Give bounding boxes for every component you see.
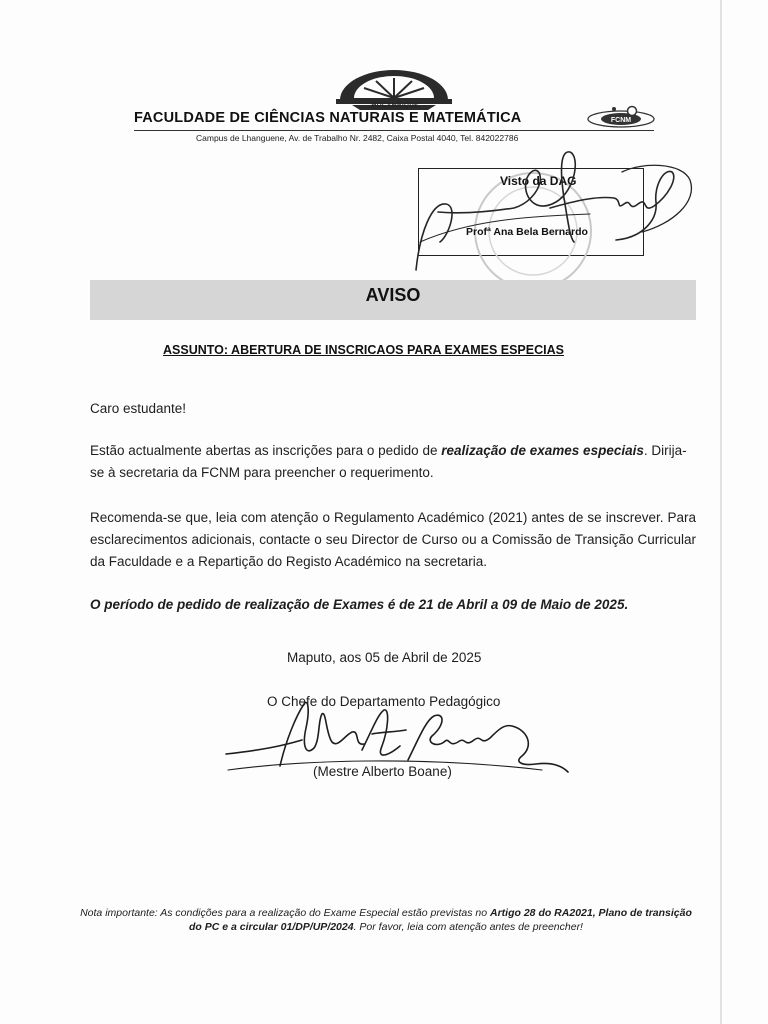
signatory-role: O Chefe do Departamento Pedagógico [267, 694, 501, 709]
paragraph-text: . Dirija-se à secretaria da FCNM para preencher o requerimento. [90, 443, 687, 480]
emphasis-special-exams: realização de exames especiais [441, 443, 644, 458]
faculty-name: FACULDADE DE CIÊNCIAS NATURAIS E MATEMÁTICA [134, 110, 522, 126]
paragraph-period: O período de pedido de realização de Exames é de 21 de Abril a 09 de Maio de 2025. [90, 597, 629, 612]
approval-title: Visto da DAG [500, 174, 577, 188]
signatory-name: (Mestre Alberto Boane) [313, 764, 452, 779]
note-text: Nota importante: As condições para a realização do Exame Especial estão previstas no [80, 907, 491, 919]
approval-signature [410, 142, 700, 280]
note-text: . Por favor, leia com atenção antes de preencher! [353, 921, 583, 933]
approval-name: Profª Ana Bela Bernardo [466, 226, 588, 238]
important-note [80, 906, 692, 934]
header-rule [134, 130, 654, 131]
fcnm-logo [586, 104, 656, 134]
notice-subject: ASSUNTO: ABERTURA DE INSCRICAOS PARA EXAMES ESPECIAS [163, 343, 564, 357]
page-edge [720, 0, 722, 1024]
greeting: Caro estudante! [90, 401, 187, 416]
note-references: Artigo 28 do RA2021, Plano de transição do PC e a circular 01/DP/UP/2024 [189, 907, 692, 933]
faculty-address: Campus de Lhanguene, Av. de Trabalho Nr. 2482, Caixa Postal 4040, Tel. 842022786 [196, 133, 519, 143]
fcnm-logo-text: FCNM [610, 117, 632, 124]
paragraph-recommendation: Recomenda-se que, leia com atenção o Regulamento Académico (2021) antes de se inscrever. Para esclarecimentos adicionais, contacte o seu Director de Curso ou a Comissão de Transição Curricular da Faculdade e a Repartição do Registo Académico na secretaria. [90, 510, 696, 569]
paragraph-text: Estão actualmente abertas as inscrições para o pedido de [90, 443, 442, 458]
place-date: Maputo, aos 05 de Abril de 2025 [287, 650, 482, 665]
emblem-caption: MOÇAMBIQUE [371, 103, 419, 109]
notice-title: AVISO [365, 285, 421, 305]
paragraph-registration-open [90, 440, 696, 484]
